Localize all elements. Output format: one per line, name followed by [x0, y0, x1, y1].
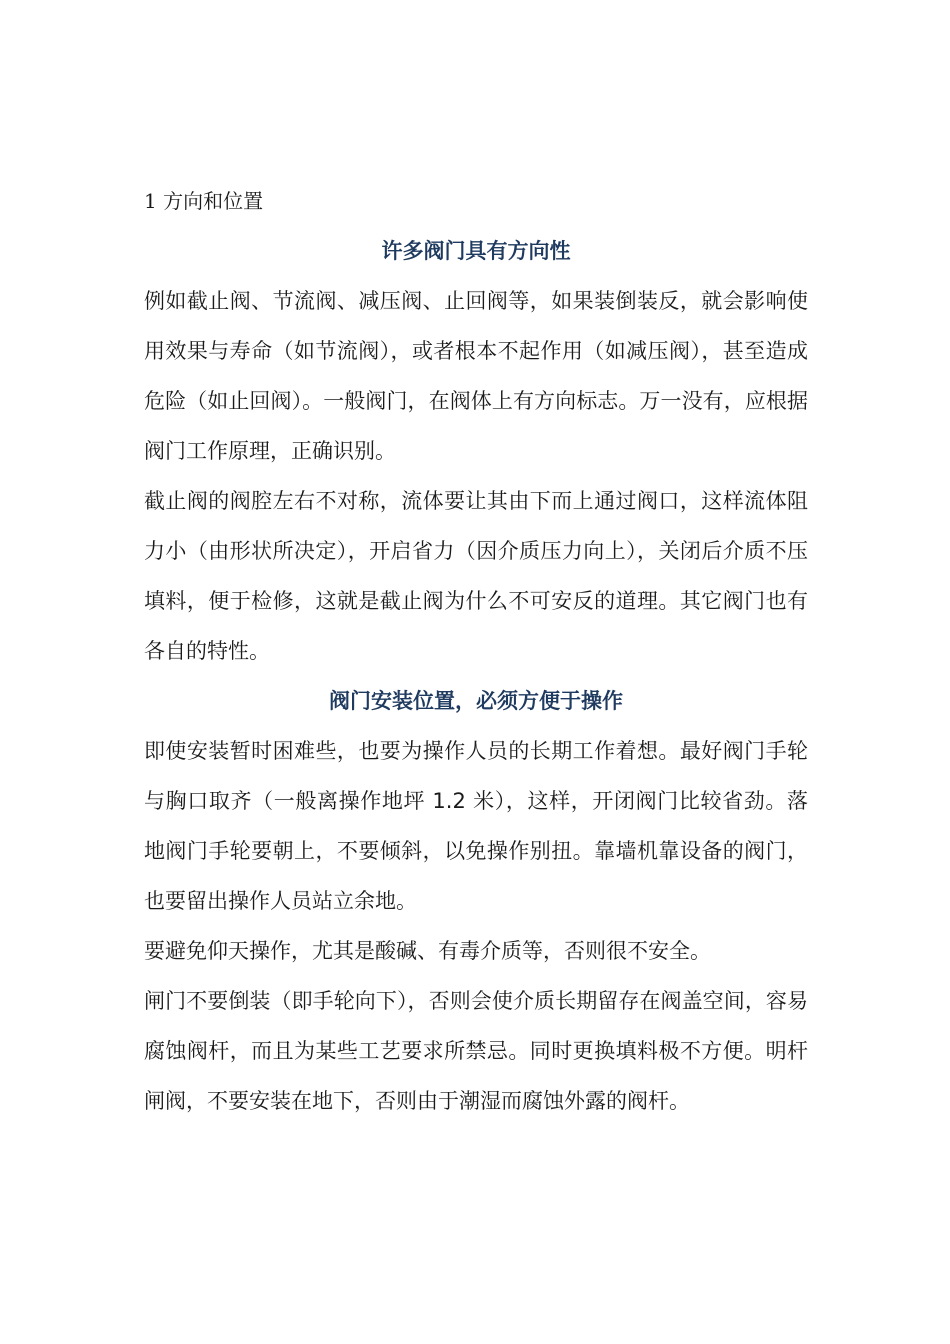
document-body	[144, 176, 808, 1126]
heading-valve-direction: 许多阀门具有方向性	[381, 239, 571, 263]
heading-install-position: 阀门安装位置，必须方便于操作	[329, 689, 623, 713]
paragraph-gate-valve: 闸门不要倒装（即手轮向下），否则会使介质长期留存在阀盖空间，容易腐蚀阀杆，而且为某些工艺要求所禁忌。同时更换填料极不方便。明杆闸阀，不要安装在地下，否则由于潮湿而腐蚀外露的阀杆。	[144, 989, 808, 1113]
paragraph-avoid-overhead: 要避免仰天操作，尤其是酸碱、有毒介质等，否则很不安全。	[144, 939, 711, 963]
paragraph-operator-access: 即使安装暂时困难些，也要为操作人员的长期工作着想。最好阀门手轮与胸口取齐（一般离操作地坪 1.2 米），这样，开闭阀门比较省劲。落地阀门手轮要朝上，不要倾斜，以免操作别扭。靠墙机靠设备的阀门，也要留出操作人员站立余地。	[144, 739, 808, 913]
paragraph-direction-examples: 例如截止阀、节流阀、减压阀、止回阀等，如果装倒装反，就会影响使用效果与寿命（如节流阀），或者根本不起作用（如减压阀），甚至造成危险（如止回阀）。一般阀门，在阀体上有方向标志。万一没有，应根据阀门工作原理，正确识别。	[144, 289, 808, 463]
section-label: 1 方向和位置	[144, 189, 264, 213]
paragraph-globe-valve: 截止阀的阀腔左右不对称，流体要让其由下而上通过阀口，这样流体阻力小（由形状所决定），开启省力（因介质压力向上），关闭后介质不压填料，便于检修，这就是截止阀为什么不可安反的道理。其它阀门也有各自的特性。	[144, 489, 808, 663]
